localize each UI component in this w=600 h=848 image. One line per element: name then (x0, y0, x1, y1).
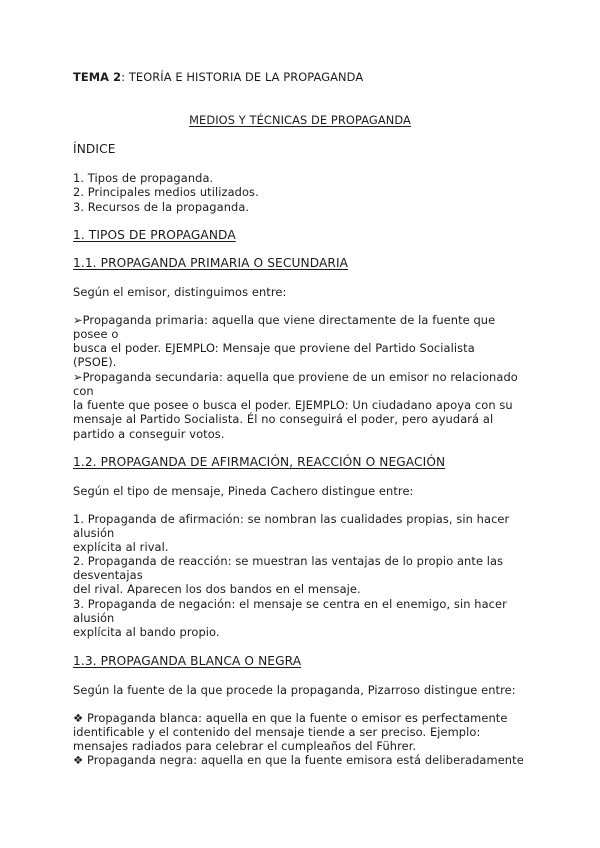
body-line: desventajas (73, 568, 143, 582)
body-line: explícita al rival. (73, 540, 169, 554)
body-line: (PSOE). (73, 355, 117, 369)
tema-label: TEMA 2 (73, 70, 122, 84)
paragraph-intro: Según la fuente de la que procede la propaganda, Pizarroso distingue entre: (73, 683, 516, 697)
body-line: del rival. Aparecen los dos bandos en el mensaje. (73, 582, 361, 596)
body-line: alusión (73, 526, 115, 540)
document-subtitle (0, 113, 600, 127)
body-line: busca el poder. EJEMPLO: Mensaje que proviene del Partido Socialista (73, 341, 475, 355)
body-line: la fuente que posee o busca el poder. EJEMPLO: Un ciudadano apoya con su (73, 398, 513, 412)
body-line: alusión (73, 611, 115, 625)
subsection-heading: 1.3. PROPAGANDA BLANCA O NEGRA (73, 654, 302, 668)
body-line: explícita al bando propio. (73, 625, 220, 639)
body-line: identificable y el contenido del mensaje tiende a ser preciso. Ejemplo: (73, 725, 481, 739)
body-line: 2. Propaganda de reacción: se muestran las ventajas de lo propio ante las (73, 554, 504, 568)
document-title (73, 70, 363, 84)
body-line: ❖ Propaganda blanca: aquella en que la fuente o emisor es perfectamente (73, 711, 508, 725)
body-line: 3. Propaganda de negación: el mensaje se centra en el enemigo, sin hacer (73, 597, 507, 611)
tema-title: : TEORÍA E HISTORIA DE LA PROPAGANDA (121, 70, 364, 84)
section-heading: 1. TIPOS DE PROPAGANDA (73, 228, 236, 242)
body-line: con (73, 384, 94, 398)
paragraph-intro: Según el tipo de mensaje, Pineda Cachero distingue entre: (73, 484, 414, 498)
body-line: partido a conseguir votos. (73, 427, 225, 441)
indice-heading: ÍNDICE (73, 142, 116, 156)
body-line: 1. Propaganda de afirmación: se nombran las cualidades propias, sin hacer (73, 512, 510, 526)
indice-item: 2. Principales medios utilizados. (73, 185, 259, 199)
paragraph-intro: Según el emisor, distinguimos entre: (73, 285, 287, 299)
body-line: posee o (73, 327, 119, 341)
body-line: mensajes radiados para celebrar el cumpleaños del Führer. (73, 739, 417, 753)
subsection-heading: 1.2. PROPAGANDA DE AFIRMACIÓN, REACCIÓN O NEGACIÓN (73, 455, 446, 469)
body-line: ➢Propaganda primaria: aquella que viene directamente de la fuente que (73, 313, 496, 327)
body-line: ❖ Propaganda negra: aquella en que la fuente emisora está deliberadamente (73, 753, 524, 767)
body-line: mensaje al Partido Socialista. Él no conseguirá el poder, pero ayudará al (73, 412, 494, 426)
body-line: ➢Propaganda secundaria: aquella que proviene de un emisor no relacionado (73, 370, 518, 384)
subsection-heading: 1.1. PROPAGANDA PRIMARIA O SECUNDARIA (73, 256, 349, 270)
subtitle-text: MEDIOS Y TÉCNICAS DE PROPAGANDA (189, 113, 411, 127)
indice-item: 1. Tipos de propaganda. (73, 171, 214, 185)
indice-item: 3. Recursos de la propaganda. (73, 200, 250, 214)
